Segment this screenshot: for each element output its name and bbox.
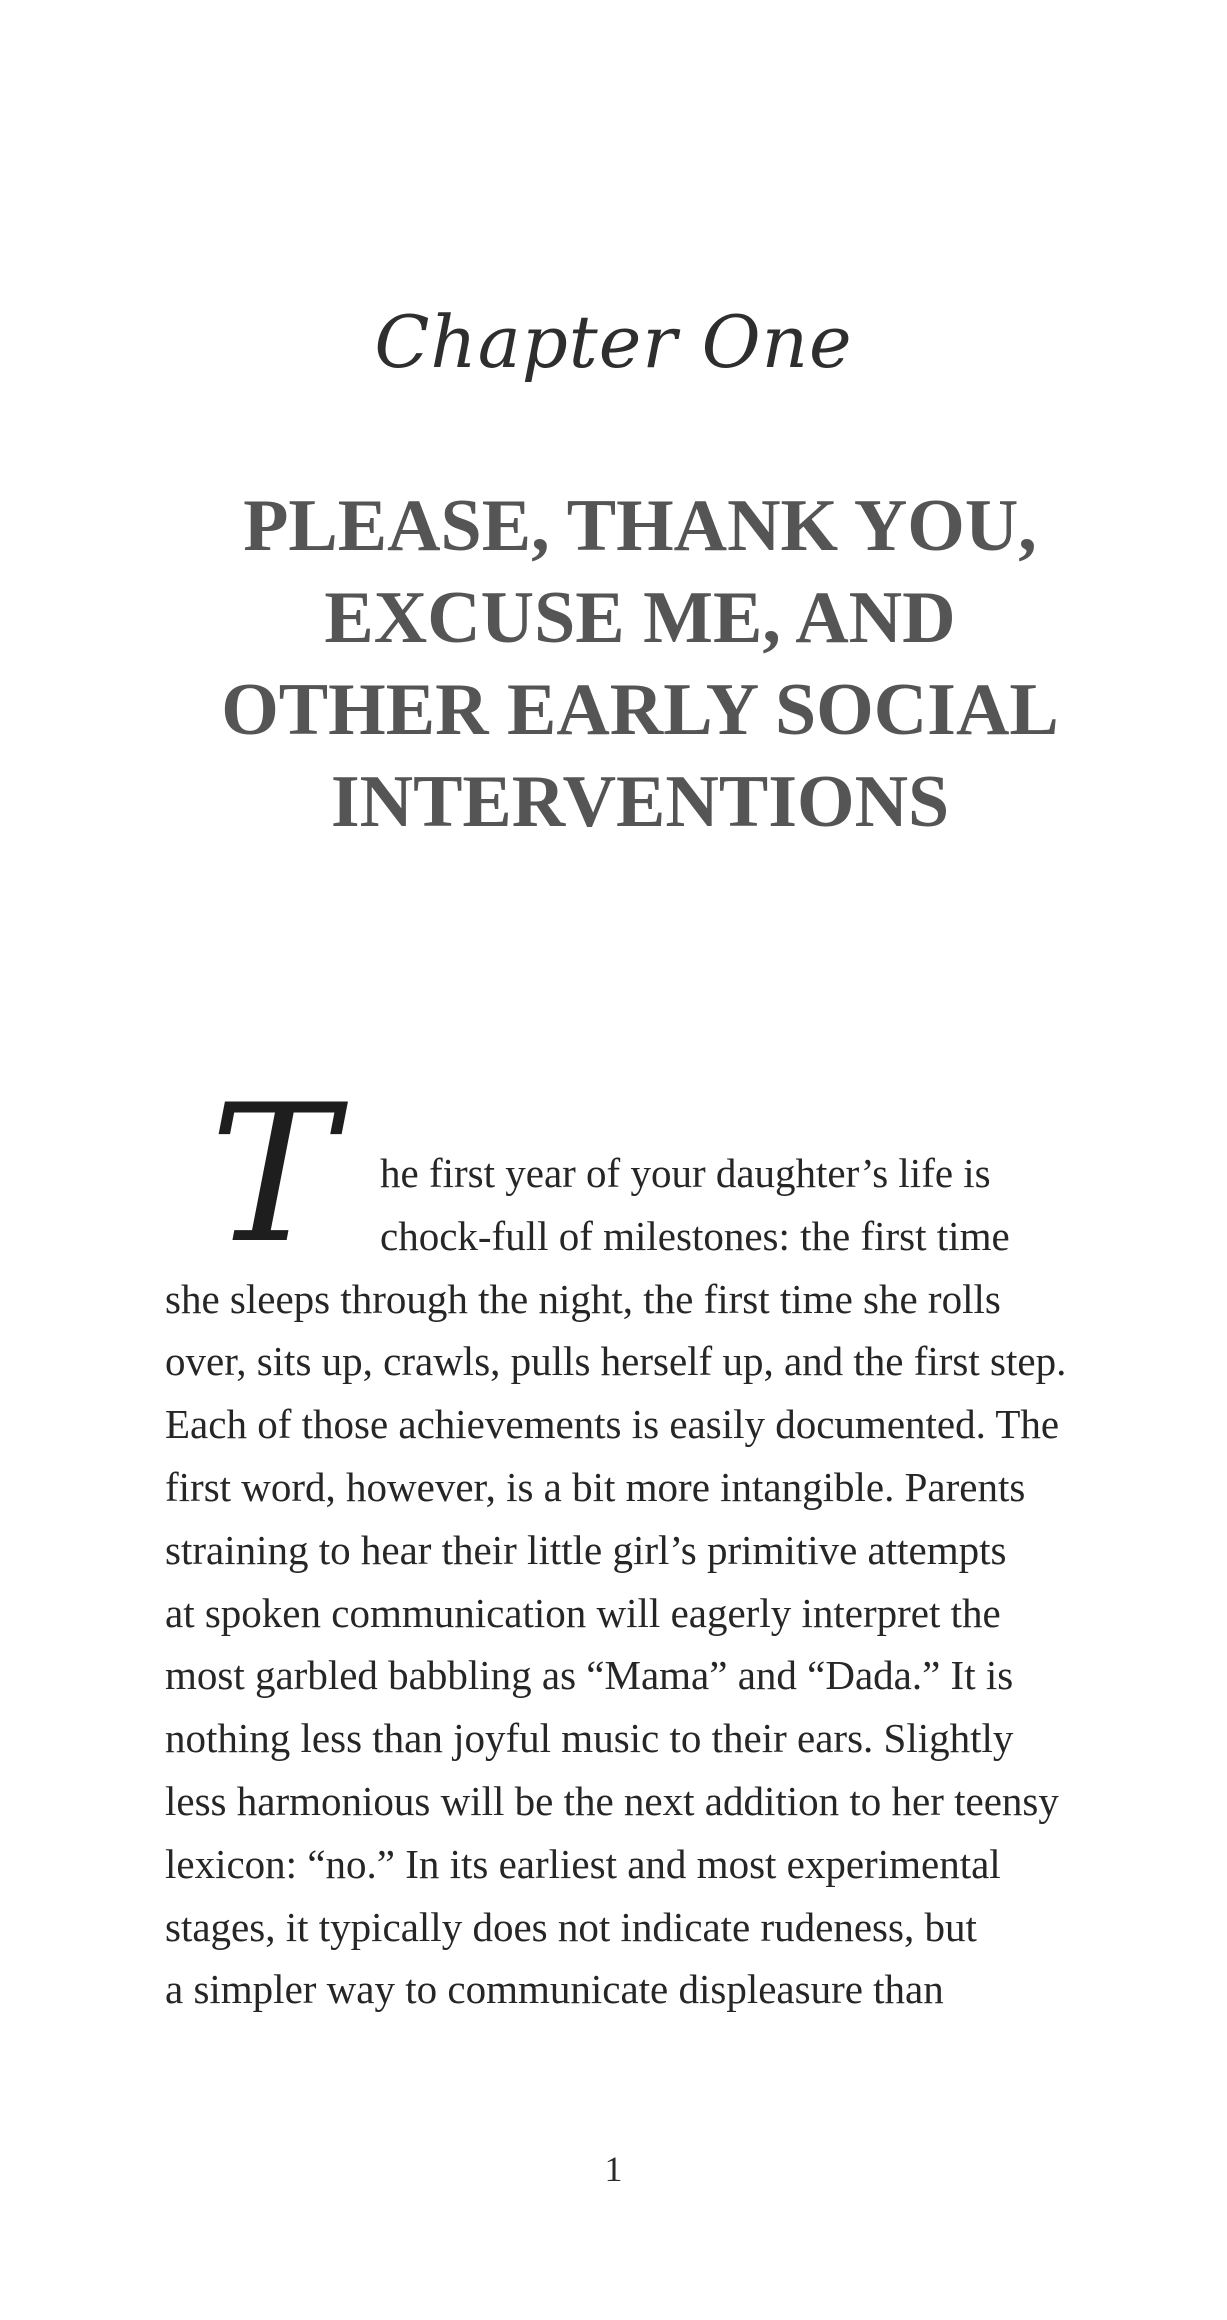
body-line: Each of those achievements is easily documented. The (165, 1401, 1060, 1448)
page-number: 1 (604, 2149, 623, 2189)
body-line: she sleeps through the night, the first time she rolls (165, 1275, 1001, 1322)
chapter-title (150, 480, 1130, 848)
body-line: lexicon: “no.” In its earliest and most experimental (165, 1840, 1001, 1887)
body-line: nothing less than joyful music to their ears. Slightly (165, 1715, 1014, 1762)
body-line: at spoken communication will eagerly interpret the (165, 1589, 1001, 1636)
body-line: most garbled babbling as “Mama” and “Dada.” It is (165, 1652, 1014, 1699)
chapter-title-line: PLEASE, THANK YOU, (243, 485, 1037, 567)
chapter-title-line: INTERVENTIONS (330, 761, 950, 843)
body-line: stages, it typically does not indicate rudeness, but (165, 1903, 977, 1950)
body-line: he first year of your daughter’s life is (380, 1150, 991, 1196)
body-line: over, sits up, crawls, pulls herself up, and the first step. (165, 1338, 1067, 1385)
drop-cap: T (209, 1064, 337, 1285)
body-paragraph (165, 1142, 1085, 2021)
body-line: first word, however, is a bit more intangible. Parents (165, 1463, 1026, 1510)
chapter-title-line: EXCUSE ME, AND (324, 577, 956, 659)
body-line: a simpler way to communicate displeasure than (165, 1966, 944, 2013)
body-line: less harmonious will be the next addition to her teensy (165, 1777, 1059, 1824)
chapter-label: Chapter One (374, 300, 853, 384)
body-line: chock-full of milestones: the first time (380, 1212, 1010, 1259)
chapter-title-line: OTHER EARLY SOCIAL (221, 669, 1059, 751)
body-line: straining to hear their little girl’s primitive attempts (165, 1526, 1007, 1573)
